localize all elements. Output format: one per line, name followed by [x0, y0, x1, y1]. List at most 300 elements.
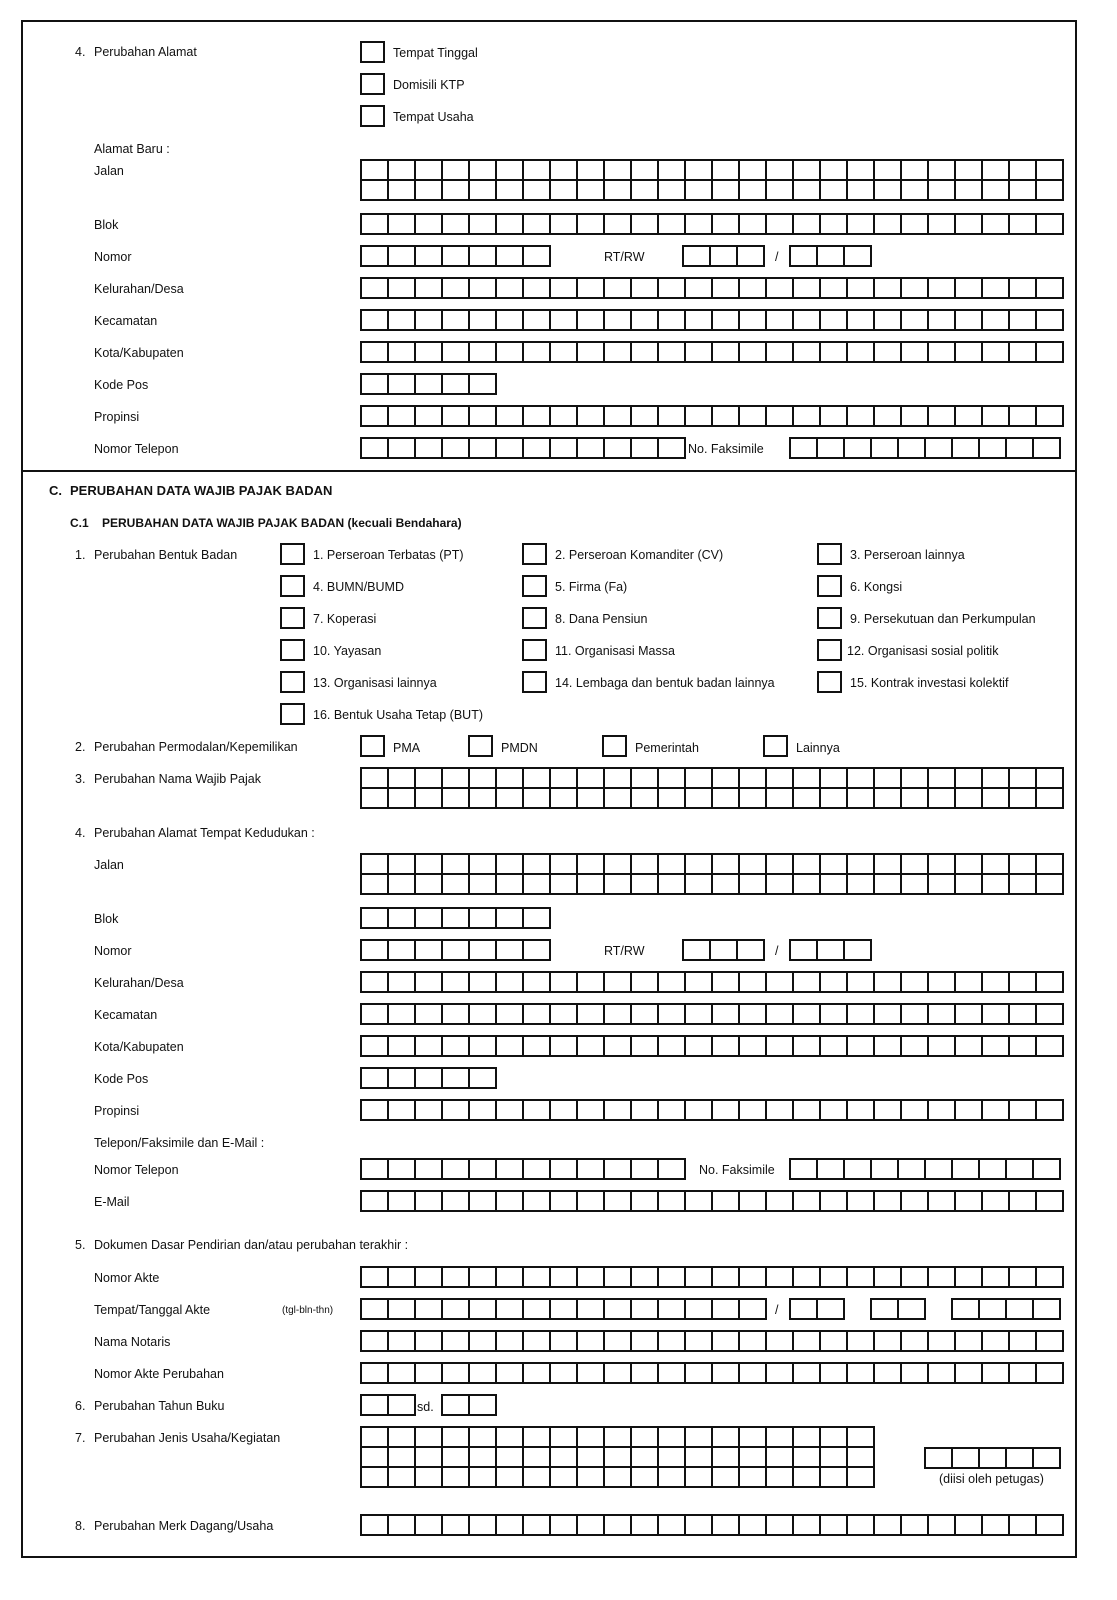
char-box[interactable] — [361, 1447, 388, 1467]
char-box[interactable] — [496, 310, 523, 330]
char-box[interactable] — [1036, 214, 1063, 234]
char-box[interactable] — [1009, 768, 1036, 788]
char-box[interactable] — [577, 342, 604, 362]
char-box[interactable] — [469, 406, 496, 426]
char-box[interactable] — [631, 972, 658, 992]
char-box[interactable] — [766, 1191, 793, 1211]
char-box[interactable] — [844, 438, 871, 458]
char-box[interactable] — [844, 940, 871, 960]
char-box[interactable] — [712, 406, 739, 426]
char-box[interactable] — [685, 342, 712, 362]
char-box[interactable] — [847, 1515, 874, 1535]
char-box[interactable] — [793, 342, 820, 362]
char-box[interactable] — [415, 940, 442, 960]
char-box[interactable] — [496, 1036, 523, 1056]
char-box[interactable] — [658, 1427, 685, 1447]
char-box[interactable] — [388, 278, 415, 298]
char-box[interactable] — [604, 1299, 631, 1319]
char-box[interactable] — [604, 1191, 631, 1211]
char-box[interactable] — [739, 1036, 766, 1056]
char-box[interactable] — [496, 874, 523, 894]
char-box[interactable] — [361, 438, 388, 458]
char-box[interactable] — [874, 310, 901, 330]
char-box[interactable] — [388, 1004, 415, 1024]
char-box[interactable] — [496, 1331, 523, 1351]
char-box[interactable] — [871, 1299, 898, 1319]
char-box[interactable] — [793, 854, 820, 874]
char-box[interactable] — [658, 1004, 685, 1024]
char-box[interactable] — [712, 310, 739, 330]
char-box[interactable] — [952, 1159, 979, 1179]
char-box[interactable] — [928, 1191, 955, 1211]
char-box[interactable] — [793, 1331, 820, 1351]
char-box[interactable] — [442, 1036, 469, 1056]
char-box[interactable] — [685, 160, 712, 180]
char-box[interactable] — [442, 1447, 469, 1467]
char-box[interactable] — [955, 1191, 982, 1211]
char-box[interactable] — [712, 788, 739, 808]
char-box[interactable] — [577, 310, 604, 330]
char-box[interactable] — [982, 788, 1009, 808]
checkbox-pt[interactable] — [280, 543, 305, 565]
blok-input-grid[interactable] — [360, 907, 551, 929]
char-box[interactable] — [388, 1159, 415, 1179]
char-box[interactable] — [928, 972, 955, 992]
char-box[interactable] — [712, 160, 739, 180]
char-box[interactable] — [550, 1363, 577, 1383]
char-box[interactable] — [496, 180, 523, 200]
char-box[interactable] — [415, 1515, 442, 1535]
char-box[interactable] — [820, 160, 847, 180]
char-box[interactable] — [388, 438, 415, 458]
char-box[interactable] — [361, 1191, 388, 1211]
char-box[interactable] — [928, 406, 955, 426]
char-box[interactable] — [952, 438, 979, 458]
nomor-input-grid[interactable] — [360, 939, 551, 961]
checkbox-koperasi[interactable] — [280, 607, 305, 629]
char-box[interactable] — [577, 788, 604, 808]
char-box[interactable] — [361, 1395, 388, 1415]
char-box[interactable] — [604, 1036, 631, 1056]
char-box[interactable] — [523, 180, 550, 200]
char-box[interactable] — [469, 214, 496, 234]
char-box[interactable] — [766, 160, 793, 180]
char-box[interactable] — [871, 438, 898, 458]
char-box[interactable] — [874, 788, 901, 808]
checkbox-organisasi-lainnya[interactable] — [280, 671, 305, 693]
char-box[interactable] — [685, 1467, 712, 1487]
char-box[interactable] — [901, 788, 928, 808]
char-box[interactable] — [901, 406, 928, 426]
char-box[interactable] — [631, 180, 658, 200]
char-box[interactable] — [710, 246, 737, 266]
char-box[interactable] — [1033, 1299, 1060, 1319]
char-box[interactable] — [604, 1331, 631, 1351]
char-box[interactable] — [631, 406, 658, 426]
char-box[interactable] — [469, 1191, 496, 1211]
tanggal-akte-day-grid[interactable] — [789, 1298, 845, 1320]
checkbox-cv[interactable] — [522, 543, 547, 565]
char-box[interactable] — [442, 310, 469, 330]
char-box[interactable] — [766, 214, 793, 234]
char-box[interactable] — [739, 1447, 766, 1467]
char-box[interactable] — [442, 180, 469, 200]
char-box[interactable] — [550, 1427, 577, 1447]
char-box[interactable] — [361, 214, 388, 234]
char-box[interactable] — [469, 1100, 496, 1120]
rt-input-grid[interactable] — [682, 245, 765, 267]
checkbox-firma[interactable] — [522, 575, 547, 597]
char-box[interactable] — [955, 1331, 982, 1351]
char-box[interactable] — [820, 1427, 847, 1447]
char-box[interactable] — [1036, 1004, 1063, 1024]
char-box[interactable] — [604, 1004, 631, 1024]
char-box[interactable] — [631, 1004, 658, 1024]
char-box[interactable] — [979, 1448, 1006, 1468]
char-box[interactable] — [901, 214, 928, 234]
char-box[interactable] — [982, 1515, 1009, 1535]
char-box[interactable] — [658, 342, 685, 362]
jalan-input-grid[interactable] — [360, 853, 1064, 895]
char-box[interactable] — [739, 214, 766, 234]
char-box[interactable] — [712, 1267, 739, 1287]
char-box[interactable] — [469, 874, 496, 894]
char-box[interactable] — [874, 1331, 901, 1351]
char-box[interactable] — [523, 278, 550, 298]
char-box[interactable] — [928, 874, 955, 894]
char-box[interactable] — [739, 1004, 766, 1024]
char-box[interactable] — [523, 972, 550, 992]
char-box[interactable] — [604, 1267, 631, 1287]
char-box[interactable] — [712, 180, 739, 200]
char-box[interactable] — [496, 972, 523, 992]
char-box[interactable] — [658, 1036, 685, 1056]
char-box[interactable] — [361, 1004, 388, 1024]
char-box[interactable] — [847, 874, 874, 894]
akte-perubahan-grid[interactable] — [360, 1362, 1064, 1384]
char-box[interactable] — [928, 854, 955, 874]
char-box[interactable] — [550, 310, 577, 330]
char-box[interactable] — [739, 1331, 766, 1351]
char-box[interactable] — [577, 874, 604, 894]
officer-code-grid[interactable] — [924, 1447, 1061, 1469]
char-box[interactable] — [685, 1100, 712, 1120]
char-box[interactable] — [737, 940, 764, 960]
char-box[interactable] — [685, 1191, 712, 1211]
char-box[interactable] — [523, 1467, 550, 1487]
char-box[interactable] — [604, 1427, 631, 1447]
char-box[interactable] — [361, 1363, 388, 1383]
char-box[interactable] — [1009, 874, 1036, 894]
char-box[interactable] — [793, 1515, 820, 1535]
char-box[interactable] — [550, 972, 577, 992]
char-box[interactable] — [712, 1191, 739, 1211]
char-box[interactable] — [739, 1267, 766, 1287]
char-box[interactable] — [388, 1515, 415, 1535]
char-box[interactable] — [790, 438, 817, 458]
char-box[interactable] — [631, 1427, 658, 1447]
char-box[interactable] — [658, 180, 685, 200]
char-box[interactable] — [658, 854, 685, 874]
char-box[interactable] — [874, 768, 901, 788]
nomor-input-grid[interactable] — [360, 245, 551, 267]
char-box[interactable] — [820, 342, 847, 362]
char-box[interactable] — [523, 1363, 550, 1383]
char-box[interactable] — [388, 1068, 415, 1088]
char-box[interactable] — [415, 1068, 442, 1088]
char-box[interactable] — [982, 874, 1009, 894]
char-box[interactable] — [1036, 278, 1063, 298]
char-box[interactable] — [469, 180, 496, 200]
char-box[interactable] — [442, 1467, 469, 1487]
char-box[interactable] — [847, 1100, 874, 1120]
char-box[interactable] — [631, 788, 658, 808]
char-box[interactable] — [766, 874, 793, 894]
char-box[interactable] — [847, 1004, 874, 1024]
char-box[interactable] — [685, 1267, 712, 1287]
char-box[interactable] — [739, 180, 766, 200]
char-box[interactable] — [442, 854, 469, 874]
char-box[interactable] — [793, 1191, 820, 1211]
char-box[interactable] — [766, 854, 793, 874]
char-box[interactable] — [766, 1363, 793, 1383]
char-box[interactable] — [820, 768, 847, 788]
char-box[interactable] — [820, 214, 847, 234]
char-box[interactable] — [685, 310, 712, 330]
char-box[interactable] — [550, 1299, 577, 1319]
char-box[interactable] — [739, 160, 766, 180]
checkbox-lainnya[interactable] — [763, 735, 788, 757]
faksimile-input-grid[interactable] — [789, 1158, 1061, 1180]
char-box[interactable] — [820, 1036, 847, 1056]
char-box[interactable] — [901, 1100, 928, 1120]
char-box[interactable] — [739, 1467, 766, 1487]
char-box[interactable] — [658, 1363, 685, 1383]
char-box[interactable] — [793, 278, 820, 298]
char-box[interactable] — [1009, 854, 1036, 874]
char-box[interactable] — [469, 1395, 496, 1415]
char-box[interactable] — [604, 214, 631, 234]
char-box[interactable] — [847, 1447, 874, 1467]
char-box[interactable] — [388, 1363, 415, 1383]
rw-input-grid[interactable] — [789, 245, 872, 267]
char-box[interactable] — [847, 972, 874, 992]
char-box[interactable] — [361, 1036, 388, 1056]
char-box[interactable] — [442, 438, 469, 458]
char-box[interactable] — [1036, 1331, 1063, 1351]
char-box[interactable] — [415, 1427, 442, 1447]
char-box[interactable] — [361, 1068, 388, 1088]
char-box[interactable] — [496, 1515, 523, 1535]
char-box[interactable] — [925, 1159, 952, 1179]
char-box[interactable] — [955, 1004, 982, 1024]
char-box[interactable] — [604, 438, 631, 458]
char-box[interactable] — [982, 310, 1009, 330]
char-box[interactable] — [631, 342, 658, 362]
char-box[interactable] — [1009, 1331, 1036, 1351]
jalan-input-grid[interactable] — [360, 159, 1064, 201]
char-box[interactable] — [442, 874, 469, 894]
char-box[interactable] — [901, 1515, 928, 1535]
char-box[interactable] — [685, 406, 712, 426]
char-box[interactable] — [1036, 342, 1063, 362]
char-box[interactable] — [496, 278, 523, 298]
char-box[interactable] — [1006, 1448, 1033, 1468]
fiscal-year-start-grid[interactable] — [360, 1394, 416, 1416]
char-box[interactable] — [901, 768, 928, 788]
char-box[interactable] — [550, 1159, 577, 1179]
char-box[interactable] — [685, 854, 712, 874]
char-box[interactable] — [658, 278, 685, 298]
char-box[interactable] — [361, 768, 388, 788]
char-box[interactable] — [442, 246, 469, 266]
char-box[interactable] — [577, 1447, 604, 1467]
char-box[interactable] — [685, 788, 712, 808]
char-box[interactable] — [793, 874, 820, 894]
char-box[interactable] — [928, 214, 955, 234]
char-box[interactable] — [982, 1036, 1009, 1056]
char-box[interactable] — [469, 1363, 496, 1383]
checkbox-tempat-usaha[interactable] — [360, 105, 385, 127]
char-box[interactable] — [820, 1004, 847, 1024]
char-box[interactable] — [469, 940, 496, 960]
char-box[interactable] — [523, 1331, 550, 1351]
char-box[interactable] — [361, 180, 388, 200]
char-box[interactable] — [496, 246, 523, 266]
char-box[interactable] — [874, 1036, 901, 1056]
char-box[interactable] — [523, 1427, 550, 1447]
char-box[interactable] — [631, 874, 658, 894]
char-box[interactable] — [793, 310, 820, 330]
char-box[interactable] — [415, 180, 442, 200]
char-box[interactable] — [442, 1331, 469, 1351]
checkbox-tempat-tinggal[interactable] — [360, 41, 385, 63]
char-box[interactable] — [469, 278, 496, 298]
char-box[interactable] — [1009, 972, 1036, 992]
char-box[interactable] — [739, 1100, 766, 1120]
char-box[interactable] — [955, 972, 982, 992]
char-box[interactable] — [1009, 310, 1036, 330]
char-box[interactable] — [658, 1467, 685, 1487]
char-box[interactable] — [523, 874, 550, 894]
char-box[interactable] — [1036, 768, 1063, 788]
char-box[interactable] — [955, 768, 982, 788]
char-box[interactable] — [658, 768, 685, 788]
char-box[interactable] — [766, 310, 793, 330]
char-box[interactable] — [847, 1331, 874, 1351]
char-box[interactable] — [388, 374, 415, 394]
char-box[interactable] — [820, 1467, 847, 1487]
char-box[interactable] — [766, 1331, 793, 1351]
char-box[interactable] — [928, 342, 955, 362]
char-box[interactable] — [766, 278, 793, 298]
char-box[interactable] — [523, 246, 550, 266]
char-box[interactable] — [955, 1036, 982, 1056]
char-box[interactable] — [496, 940, 523, 960]
char-box[interactable] — [388, 1191, 415, 1211]
char-box[interactable] — [442, 1395, 469, 1415]
char-box[interactable] — [793, 1363, 820, 1383]
char-box[interactable] — [496, 1191, 523, 1211]
char-box[interactable] — [820, 1331, 847, 1351]
char-box[interactable] — [361, 1467, 388, 1487]
kodepos-input-grid[interactable] — [360, 1067, 497, 1089]
char-box[interactable] — [442, 278, 469, 298]
char-box[interactable] — [523, 1100, 550, 1120]
char-box[interactable] — [442, 214, 469, 234]
char-box[interactable] — [982, 406, 1009, 426]
char-box[interactable] — [683, 246, 710, 266]
char-box[interactable] — [442, 1068, 469, 1088]
trademark-grid[interactable] — [360, 1514, 1064, 1536]
char-box[interactable] — [361, 1299, 388, 1319]
char-box[interactable] — [766, 1515, 793, 1535]
char-box[interactable] — [658, 1447, 685, 1467]
char-box[interactable] — [415, 972, 442, 992]
char-box[interactable] — [901, 278, 928, 298]
blok-input-grid[interactable] — [360, 213, 1064, 235]
rw-input-grid[interactable] — [789, 939, 872, 961]
char-box[interactable] — [1009, 406, 1036, 426]
char-box[interactable] — [577, 1331, 604, 1351]
email-input-grid[interactable] — [360, 1190, 1064, 1212]
char-box[interactable] — [874, 214, 901, 234]
char-box[interactable] — [631, 1036, 658, 1056]
char-box[interactable] — [523, 160, 550, 180]
char-box[interactable] — [388, 940, 415, 960]
char-box[interactable] — [604, 310, 631, 330]
char-box[interactable] — [766, 1427, 793, 1447]
char-box[interactable] — [388, 972, 415, 992]
char-box[interactable] — [1009, 342, 1036, 362]
char-box[interactable] — [847, 854, 874, 874]
char-box[interactable] — [631, 1267, 658, 1287]
char-box[interactable] — [874, 1191, 901, 1211]
char-box[interactable] — [469, 1068, 496, 1088]
char-box[interactable] — [955, 160, 982, 180]
char-box[interactable] — [955, 788, 982, 808]
char-box[interactable] — [928, 180, 955, 200]
char-box[interactable] — [874, 1267, 901, 1287]
char-box[interactable] — [361, 246, 388, 266]
propinsi-input-grid[interactable] — [360, 405, 1064, 427]
char-box[interactable] — [1036, 972, 1063, 992]
char-box[interactable] — [415, 438, 442, 458]
char-box[interactable] — [712, 768, 739, 788]
char-box[interactable] — [523, 908, 550, 928]
char-box[interactable] — [928, 278, 955, 298]
char-box[interactable] — [901, 1267, 928, 1287]
char-box[interactable] — [577, 1363, 604, 1383]
char-box[interactable] — [658, 310, 685, 330]
char-box[interactable] — [1036, 1191, 1063, 1211]
char-box[interactable] — [793, 1427, 820, 1447]
checkbox-pma[interactable] — [360, 735, 385, 757]
char-box[interactable] — [469, 438, 496, 458]
char-box[interactable] — [901, 342, 928, 362]
char-box[interactable] — [388, 310, 415, 330]
char-box[interactable] — [415, 1159, 442, 1179]
char-box[interactable] — [820, 1447, 847, 1467]
char-box[interactable] — [658, 1191, 685, 1211]
kota-input-grid[interactable] — [360, 341, 1064, 363]
char-box[interactable] — [739, 342, 766, 362]
char-box[interactable] — [658, 874, 685, 894]
char-box[interactable] — [817, 1299, 844, 1319]
char-box[interactable] — [712, 214, 739, 234]
char-box[interactable] — [577, 1159, 604, 1179]
char-box[interactable] — [874, 278, 901, 298]
